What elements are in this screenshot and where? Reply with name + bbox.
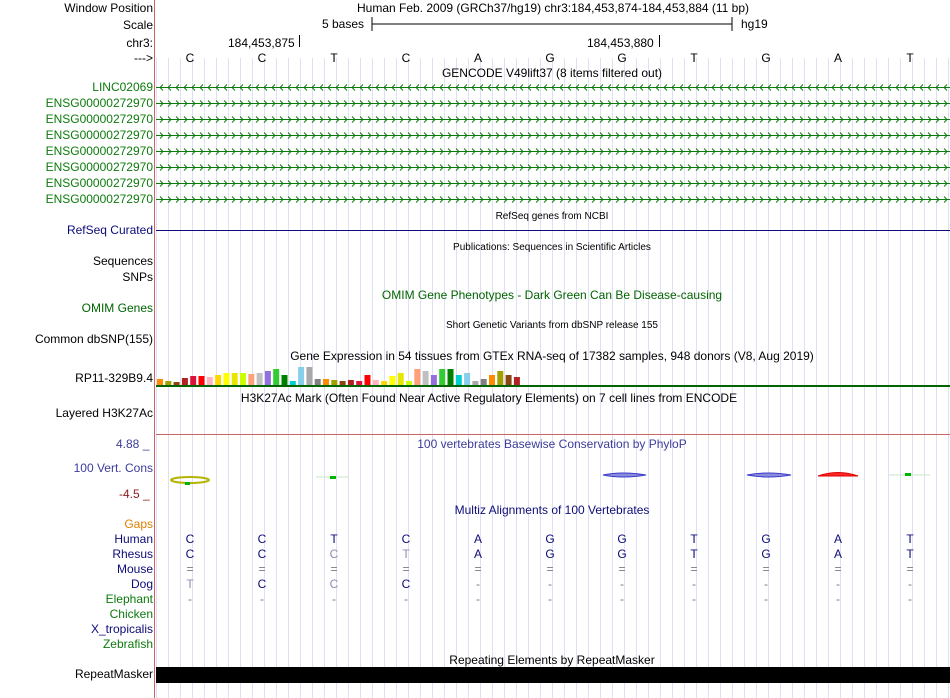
base-letter: T (906, 51, 914, 65)
gtex-tissue-bar (489, 375, 495, 385)
alignment-base: C (401, 532, 411, 546)
refseq-label[interactable]: RefSeq Curated (66, 223, 153, 237)
alignment-base: C (329, 577, 339, 591)
scale-bar (370, 16, 736, 32)
species-label[interactable]: Mouse (116, 562, 153, 576)
alignment-base: = (618, 562, 626, 576)
alignment-base: - (908, 592, 912, 606)
base-letter: A (833, 51, 842, 65)
alignment-base: C (185, 532, 195, 546)
coord-1-tick (299, 35, 300, 47)
pubs-track-title: Publications: Sequences in Scientific Articles (453, 242, 651, 253)
gtex-tissue-bar (282, 375, 288, 385)
gencode-item-label[interactable]: ENSG00000272970 (45, 192, 153, 206)
alignment-base: C (257, 577, 267, 591)
dbsnp-track-title: Short Genetic Variants from dbSNP release 155 (446, 320, 658, 331)
repeat-track-title: Repeating Elements by RepeatMasker (449, 653, 655, 667)
gtex-tissue-bar (439, 369, 445, 385)
gtex-tissue-bar (506, 375, 512, 385)
gtex-tissue-bar (414, 369, 420, 385)
gencode-item-label[interactable]: LINC02069 (92, 80, 153, 94)
gtex-tissue-bar (257, 373, 263, 385)
alignment-base: T (690, 547, 698, 561)
alignment-base: A (473, 532, 482, 546)
gaps-label[interactable]: Gaps (124, 517, 153, 531)
alignment-base: C (257, 547, 267, 561)
omim-label[interactable]: OMIM Genes (81, 301, 153, 315)
phylop-max-label: 4.88 _ (116, 437, 150, 451)
alignment-base: - (332, 592, 336, 606)
alignment-base: - (620, 592, 624, 606)
coord-2-tick (659, 35, 660, 47)
alignment-base: G (617, 547, 627, 561)
alignment-base: = (474, 562, 482, 576)
gtex-tissue-bar (207, 377, 213, 385)
alignment-base: = (330, 562, 338, 576)
alignment-base: A (833, 547, 842, 561)
alignment-base: T (402, 547, 410, 561)
gtex-tissue-bar (389, 376, 395, 385)
gtex-tissue-bar (456, 375, 462, 385)
dbsnp-label[interactable]: Common dbSNP(155) (34, 332, 153, 346)
base-letter: C (185, 51, 195, 65)
h3k27ac-track-title: H3K27Ac Mark (Often Found Near Active Regulatory Elements) on 7 cell lines from ENCODE (240, 391, 738, 405)
alignment-base: - (908, 577, 912, 591)
gtex-tissue-bar (365, 375, 371, 385)
gtex-baseline (156, 385, 950, 387)
gtex-track-title: Gene Expression in 54 tissues from GTEx RNA-seq of 17382 samples, 948 donors (V8, Aug 2019) (290, 349, 814, 363)
alignment-base: C (401, 577, 411, 591)
alignment-base: - (548, 592, 552, 606)
gencode-item-label[interactable]: ENSG00000272970 (45, 112, 153, 126)
gtex-tissue-bar (448, 369, 454, 385)
alignment-base: G (545, 547, 555, 561)
alignment-base: - (836, 577, 840, 591)
alignment-base: = (258, 562, 266, 576)
refseq-track-title: RefSeq genes from NCBI (495, 211, 609, 222)
alignment-base: = (186, 562, 194, 576)
alignment-base: A (833, 532, 842, 546)
base-letter: T (690, 51, 698, 65)
h3k27ac-baseline (156, 434, 950, 435)
gencode-item-label[interactable]: ENSG00000272970 (45, 96, 153, 110)
gtex-tissue-bar (423, 371, 429, 385)
gencode-track-title: GENCODE V49lift37 (8 items filtered out) (441, 66, 663, 80)
phylop-min-label: -4.5 _ (119, 487, 150, 501)
base-letter: G (545, 51, 555, 65)
alignment-base: - (620, 577, 624, 591)
scale-db: hg19 (741, 17, 768, 31)
gtex-tissue-bar (298, 367, 304, 385)
base-letter: T (330, 51, 338, 65)
base-letter: A (473, 51, 482, 65)
h3k27ac-label[interactable]: Layered H3K27Ac (55, 406, 153, 420)
gtex-tissue-bar (306, 367, 312, 385)
alignment-base: T (906, 532, 914, 546)
phylop-label[interactable]: 100 Vert. Cons (73, 461, 153, 475)
species-label[interactable]: Rhesus (112, 547, 153, 561)
alignment-base: - (188, 592, 192, 606)
refseq-gene-line[interactable] (156, 230, 950, 231)
alignment-base: - (476, 577, 480, 591)
alignment-base: = (762, 562, 770, 576)
species-label[interactable]: Elephant (105, 592, 153, 606)
chrom-label: chr3: (126, 36, 153, 50)
snps-label[interactable]: SNPs (122, 270, 153, 284)
alignment-base: - (476, 592, 480, 606)
alignment-base: = (690, 562, 698, 576)
alignment-base: - (692, 592, 696, 606)
gtex-tissue-bar (223, 373, 229, 385)
species-label[interactable]: Chicken (109, 607, 153, 621)
window-position-label: Window Position (64, 1, 153, 15)
gtex-tissue-bar (248, 374, 254, 385)
gtex-tissue-bar (431, 375, 437, 385)
alignment-base: C (257, 532, 267, 546)
strand-label: ---> (134, 51, 153, 65)
species-label[interactable]: X_tropicalis (90, 622, 153, 636)
repeat-element-block[interactable] (156, 667, 950, 683)
alignment-base: C (329, 547, 339, 561)
gtex-tissue-bar (182, 378, 188, 385)
scale-text: 5 bases (322, 17, 365, 31)
multiz-track-title: Multiz Alignments of 100 Vertebrates (454, 503, 650, 517)
gtex-tissue-bar (215, 375, 221, 385)
phylop-signal[interactable] (156, 466, 950, 490)
gencode-item-label[interactable]: ENSG00000272970 (45, 176, 153, 190)
alignment-base: - (548, 577, 552, 591)
gtex-tissue-bar (199, 376, 205, 385)
alignment-base: = (402, 562, 410, 576)
alignment-base: C (185, 547, 195, 561)
gencode-item-label[interactable]: ENSG00000272970 (45, 144, 153, 158)
gtex-tissue-bar (514, 377, 520, 385)
omim-track-title: OMIM Gene Phenotypes - Dark Green Can Be Disease-causing (381, 288, 723, 302)
alignment-base: = (834, 562, 842, 576)
gtex-tissue-bar (497, 371, 503, 385)
base-letter: C (401, 51, 411, 65)
gencode-gene-models[interactable] (156, 80, 950, 208)
alignment-base: G (545, 532, 555, 546)
coord-2: 184,453,880 (587, 36, 654, 50)
alignment-base: A (473, 547, 482, 561)
alignment-base: - (836, 592, 840, 606)
alignment-base: T (330, 532, 338, 546)
alignment-base: T (690, 532, 698, 546)
species-label[interactable]: Zebrafish (102, 637, 153, 651)
gtex-tissue-bar (240, 373, 246, 385)
base-letter: G (617, 51, 627, 65)
alignment-base: G (761, 547, 771, 561)
alignment-base: T (186, 577, 194, 591)
assembly-position-text: Human Feb. 2009 (GRCh37/hg19) chr3:184,453,874-184,453,884 (11 bp) (356, 1, 750, 15)
repeat-label[interactable]: RepeatMasker (74, 667, 153, 681)
base-letter: C (257, 51, 267, 65)
alignment-base: = (906, 562, 914, 576)
gencode-item-label[interactable]: ENSG00000272970 (45, 128, 153, 142)
alignment-base: - (764, 577, 768, 591)
alignment-base: - (404, 592, 408, 606)
gtex-tissue-bar (273, 369, 279, 385)
gtex-label[interactable]: RP11-329B9.4 (75, 371, 153, 385)
coord-1: 184,453,875 (228, 36, 295, 50)
phylop-track-title: 100 vertebrates Basewise Conservation by PhyloP (417, 437, 687, 451)
scale-label: Scale (122, 18, 153, 32)
alignment-base: T (906, 547, 914, 561)
alignment-base: G (617, 532, 627, 546)
alignment-base: = (546, 562, 554, 576)
gtex-tissue-bar (398, 373, 404, 385)
species-label[interactable]: Human (114, 532, 153, 546)
gtex-tissue-bar (464, 373, 470, 385)
gtex-tissue-bar (232, 373, 238, 385)
base-letter: G (761, 51, 771, 65)
alignment-base: - (764, 592, 768, 606)
gtex-tissue-bar (190, 376, 196, 385)
gtex-tissue-bar (265, 371, 271, 385)
alignment-base: - (260, 592, 264, 606)
species-label[interactable]: Dog (130, 577, 153, 591)
gencode-item-label[interactable]: ENSG00000272970 (45, 160, 153, 174)
alignment-base: G (761, 532, 771, 546)
alignment-base: - (692, 577, 696, 591)
sequences-label[interactable]: Sequences (92, 254, 153, 268)
